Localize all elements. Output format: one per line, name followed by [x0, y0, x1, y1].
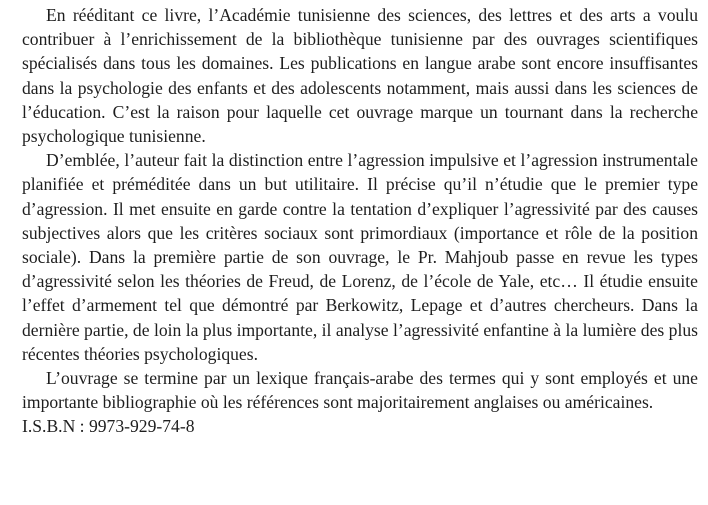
document-page: [22, 3, 698, 439]
isbn-line: I.S.B.N : 9973-929-74-8: [22, 416, 195, 437]
paragraph-conclusion: L’ouvrage se termine par un lexique français-arabe des termes qui y sont employés et une importante bibliographie où les références sont majoritairement anglaises ou américaines.: [22, 368, 698, 413]
paragraph-intro: En rééditant ce livre, l’Académie tunisienne des sciences, des lettres et des arts a voulu contribuer à l’enrichissement de la bibliothèque tunisienne par des ouvrages scientifiques spécialisés dans tous les domaines. Les publications en langue arabe sont encore insuffisantes dans la psychologie des enfants et des adolescents notamment, mais aussi dans les sciences de l’éducation. C’est la raison pour laquelle cet ouvrage marque un tournant dans la recherche psychologique tunisienne.: [22, 5, 698, 147]
paragraph-summary: D’emblée, l’auteur fait la distinction entre l’agression impulsive et l’agression instrumentale planifiée et préméditée dans un but utilitaire. Il précise qu’il n’étudie que le premier type d’agression. Il met ensuite en garde contre la tentation d’expliquer l’agressivité par des causes subjectives alors que les critères sociaux sont primordiaux (importance et rôle de la position sociale). Dans la première partie de son ouvrage, le Pr. Mahjoub passe en revue les types d’agressivité selon les théories de Freud, de Lorenz, de l’école de Yale, etc… Il étudie ensuite l’effet d’armement tel que démontré par Berkowitz, Lepage et d’autres chercheurs. Dans la dernière partie, de loin la plus importante, il analyse l’agressivité enfantine à la lumière des plus récentes théories psychologiques.: [22, 150, 698, 364]
